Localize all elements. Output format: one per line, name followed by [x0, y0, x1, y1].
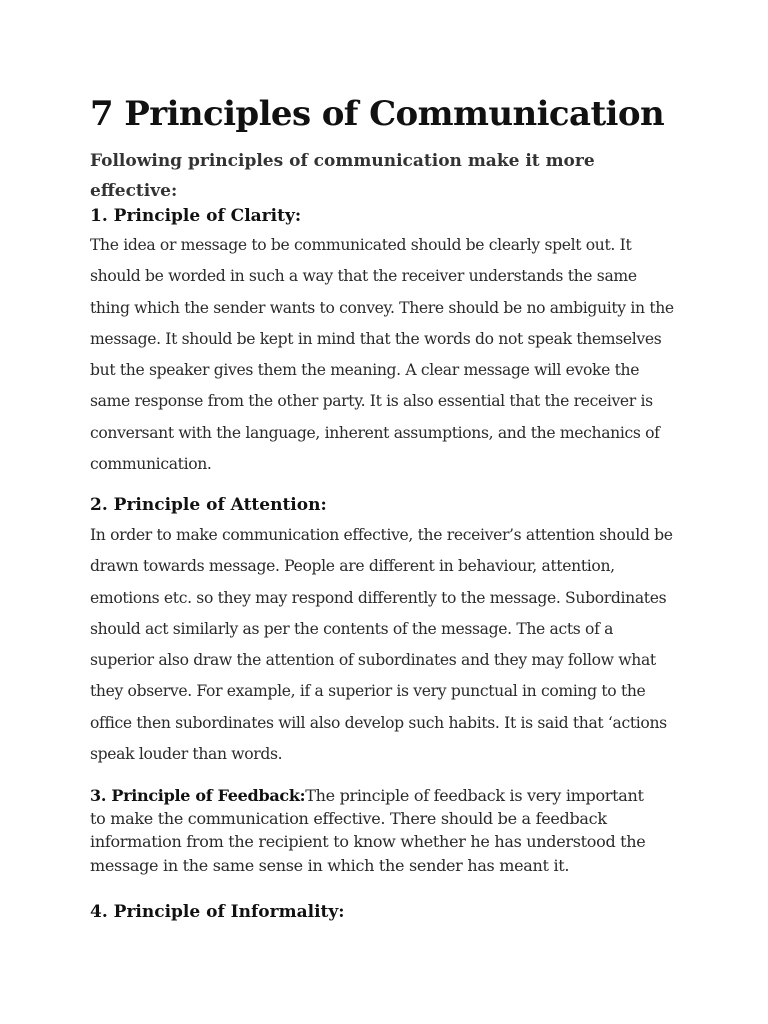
- section-heading-attention: 2. Principle of Attention:: [90, 495, 327, 515]
- section-body-clarity: The idea or message to be communicated should be clearly spelt out. It should be worded in such a way that the receiver understands the same thing which the sender wants to convey. There should be no ambiguity in the message. It should be kept in mind that the words do not speak themselves but the speaker gives them the meaning. A clear message will evoke the same response from the other party. It is also essential that the receiver is conversant with the language, inherent assumptions, and the mechanics of communication.: [90, 236, 674, 474]
- section-heading-informality: 4. Principle of Informality:: [90, 902, 345, 922]
- section-body-attention: In order to make communication effective, the receiver’s attention should be drawn towards message. People are different in behaviour, attention, emotions etc. so they may respond differently to the message. Subordinates should act similarly as per the contents of the message. The acts of a superior also draw the attention of subordinates and they may follow what they observe. For example, if a superior is very punctual in coming to the office then subordinates will also develop such habits. It is said that ‘actions speak louder than words.: [90, 526, 673, 764]
- section-heading-clarity: 1. Principle of Clarity:: [90, 206, 302, 226]
- page-title: 7 Principles of Communication: [90, 94, 665, 134]
- section-heading-feedback: 3. Principle of Feedback:: [90, 786, 306, 805]
- document-intro: Following principles of communication make it more effective:: [90, 151, 595, 201]
- section-body-feedback: The principle of feedback is very important to make the communication effective. There should be a feedback information from the recipient to know whether he has understood the message in the same sense in which the sender has meant it.: [90, 786, 646, 875]
- section-feedback: [90, 784, 660, 877]
